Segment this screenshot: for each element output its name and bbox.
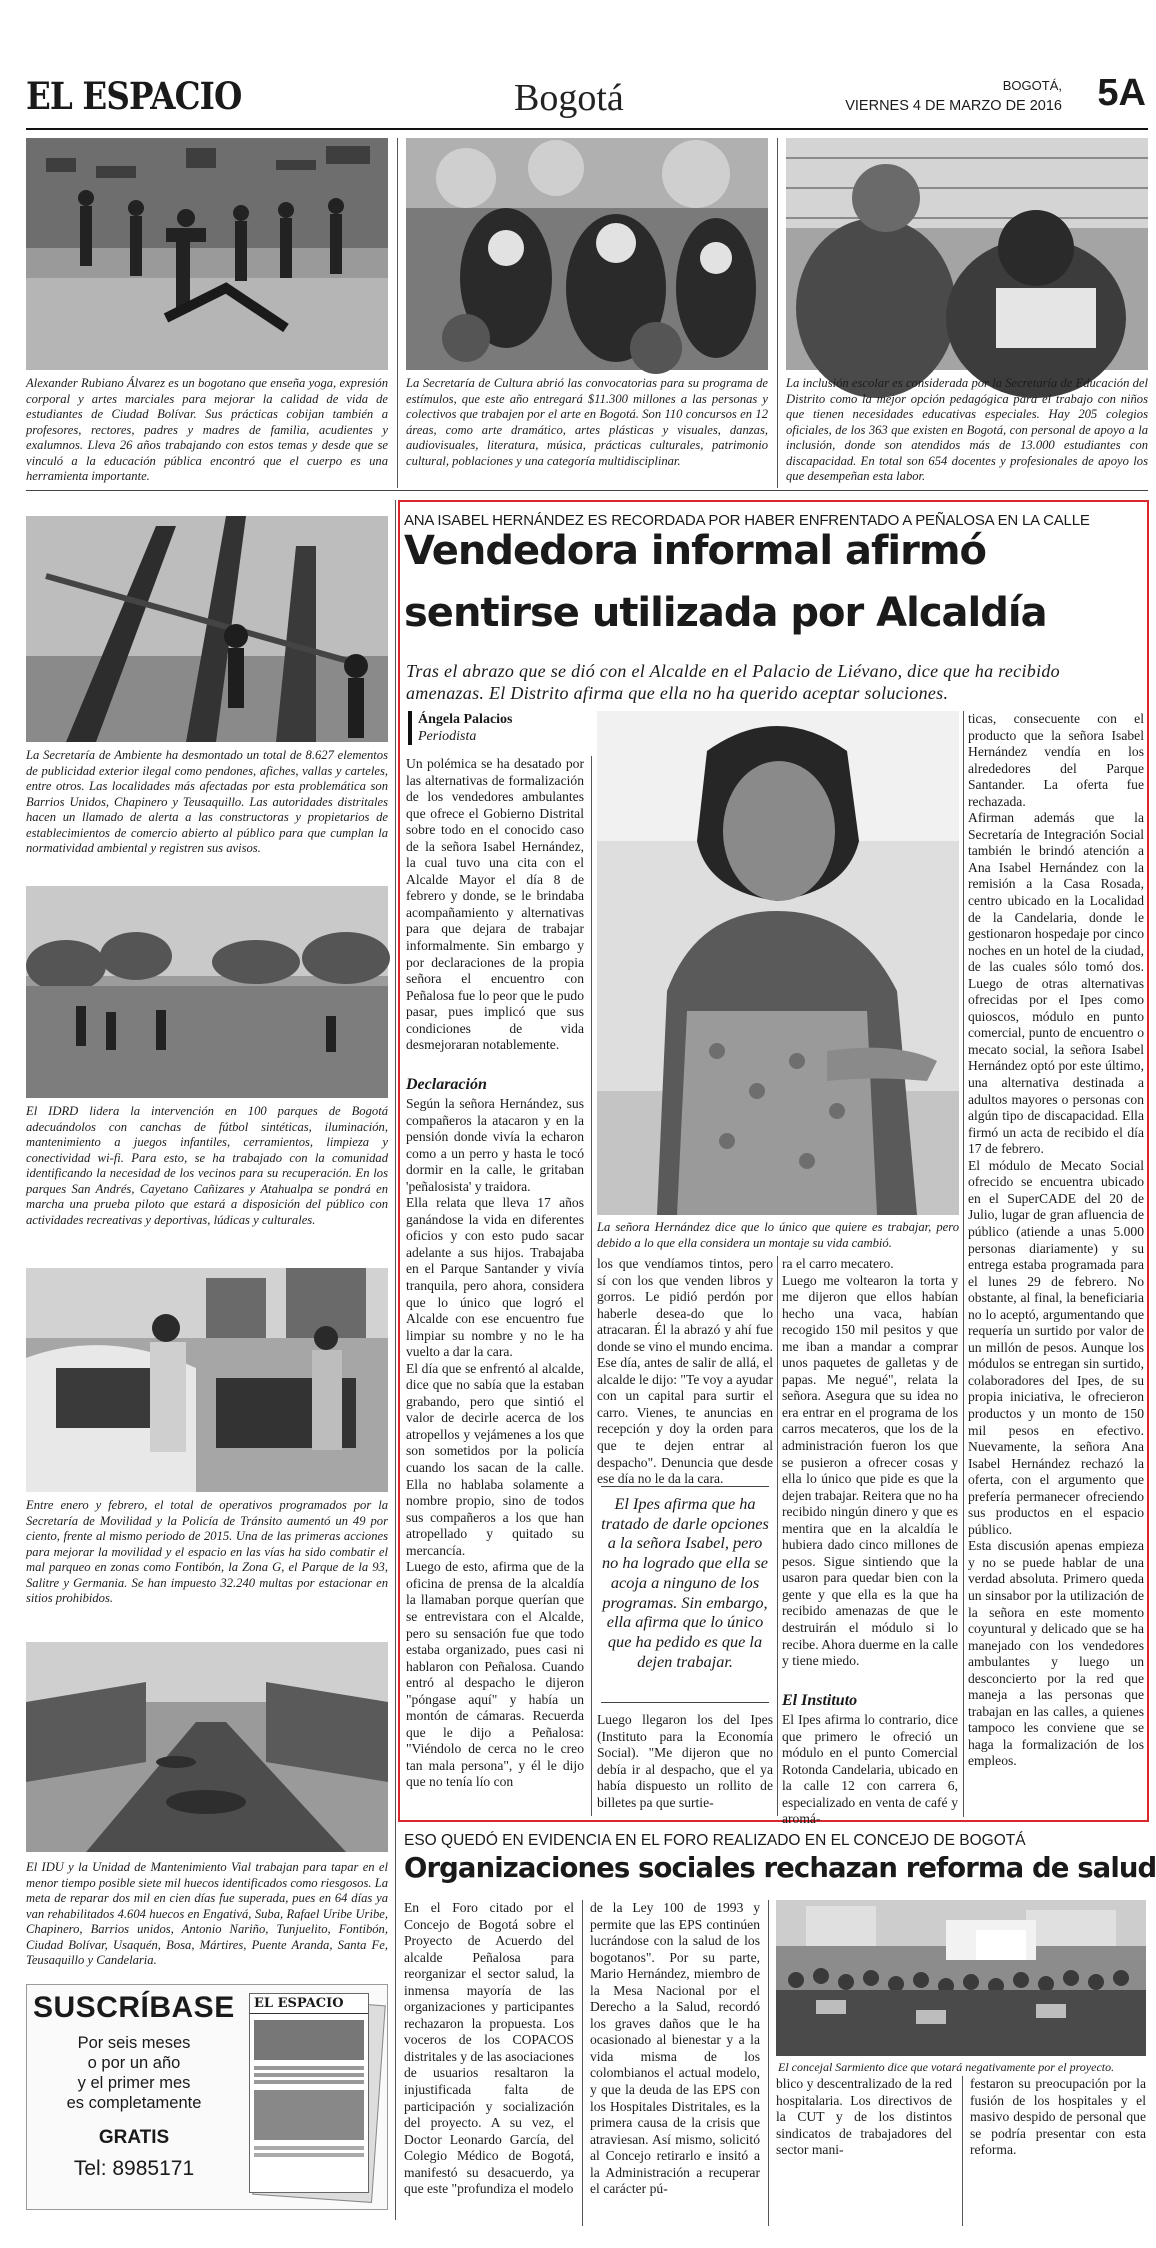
second-col-4: festaron su preocupación por la fusión de los hospitales y el masivo despido de personal que se podría presentar con esta reforma. — [970, 2076, 1146, 2158]
subscription-ad[interactable] — [26, 1984, 388, 2210]
photo-health-protest — [776, 1900, 1146, 2056]
ad-line-1: Por seis meses — [77, 2034, 191, 2052]
caption-potholes: El IDU y la Unidad de Mantenimiento Vial trabajan para tapar en el menor tiempo posible siete mil huecos identificados como riesgosos. La meta de reparar dos mil en cien días fue superada, pues en 64 días ya van rehabilitados 4.604 huecos en Engativá, Suba, Rafael Uribe Uribe, Chapinero, Barrios unidos, Antonio Nariño, Tunjuelito, Fontibón, Ciudad Bolívar, Usaquén, Bosa, Mártires, Puente Aranda, Santa Fe, Teusaquillo y Candelaria. — [26, 1860, 388, 1967]
page-number: 5A — [1097, 72, 1146, 114]
pullquote: El Ipes afirma que ha tratado de darle opciones a la señora Isabel, pero no ha logrado que ella se acoja a ninguno de los programas. Sin embargo, ella afirma que lo único que ha pedido es que la dejen trabajar. — [601, 1494, 769, 1671]
photo-potholes — [26, 1642, 388, 1852]
photo-health-caption: El concejal Sarmiento dice que votará negativamente por el proyecto. — [778, 2060, 1115, 2074]
photo-vendor-caption: La señora Hernández dice que lo único que quiere es trabajar, pero debido a lo que ella considera un montaje su vida cambió. — [597, 1220, 959, 1250]
subhead-declaracion: Declaración — [406, 1076, 487, 1093]
pullquote-rule-bottom — [601, 1702, 769, 1703]
ad-gratis: GRATIS — [98, 2127, 170, 2148]
author-name: Ángela Palacios — [418, 712, 513, 727]
ad-newspaper-stack — [245, 1991, 383, 2203]
byline — [408, 711, 588, 745]
second-kicker: ESO QUEDÓ EN EVIDENCIA EN EL FORO REALIZADO EN EL CONCEJO DE BOGOTÁ — [404, 1832, 1026, 1849]
main-col-1-bottom: Según la señora Hernández, sus compañeros la atacaron y en la pensión donde vivía la echaron como a un perro y hasta le tocó dormir en la calle, le gritaban 'peñalosista' y traidora. Ella relata que lleva 17 años ganándose la vida en diferentes oficios y con esto pudo sacar adelante a sus hijos. Trabajaba en el Parque Santander y vivía tranquila, pero ahora, considera que lo único que logró el Alcalde con ese encuentro fue limpiar su nombre y no le ha vuelto a dar la cara. El día que se enfrentó al alcalde, dice que no sabía que la estaban grabando, pero que sintió el valor de decirle acerca de los atropellos y vejámenes a los que son sometidos por la policía cuando los sacan de la calle. Ella no hablaba solamente a nombre propio, sino de todos sus compañeros a los que han atropellado y quitado su mercancía. Luego de esto, afirma que de la oficina de prensa de la alcaldía la llamaban porque querían que se entrevistara con el Alcalde, pero su sensación fue que todo estaba organizado, pues casi ni hablaron con Peñalosa. Cuando entró al despacho le dijeron "póngase aquí" y había un montón de cámaras. Recuerda que le dijo a Peñalosa: "Viéndolo de cerca no le creo tan mala persona", y él le dijo que no tenía lío con — [406, 1096, 584, 1790]
main-col-2-top: los que vendíamos tintos, pero sí con los que venden libros y gorros. Le pidió perdón por haberle desea-do que lo atracaran. Él la abrazó y ahí fue donde se vino el mundo encima. Ese día, antes de salir de allá, el alcalde le dijo: "Te voy a ayudar con un capital para surtir el carro. Vienes, te anuncias en recepción y doy la orden para que te dejen entrar al despacho". Denuncia que desde ese día no le da la cara. — [597, 1256, 773, 1487]
photo-yoga — [26, 138, 388, 370]
caption-inclusion: La inclusión escolar es considerada por la Secretaría de Educación del Distrito como la mejor opción pedagógica para el trabajo con niños que tienen necesidades educativas especiales. Hay 205 colegios oficiales, de los 363 que existen en Bogotá, con personal de apoyo a la inclusión, donde son atendidos más de 13.000 estudiantes con discapacidad. En total son 654 docentes y profesionales de apoyo los que desempeñan esta labor. — [786, 376, 1148, 483]
second-col-2: de la Ley 100 de 1993 y permite que las EPS continúen lucrándose con la salud de los bogotanos". Por su parte, Mario Hernández, miembro de la Mesa Nacional por el Derecho a la Salud, recordó los graves daños que le ha ocasionado al bienestar y a la vida misma de los colombianos el actual modelo, y que la deuda de las EPS con los Hospitales Distritales, es la primera causa de la crisis que atraviesan. Así mismo, solicitó al Concejo retirarlo e insitó a la Administración a recuperar el carácter pú- — [590, 1900, 760, 2197]
ad-title: SUSCRÍBASE — [33, 1991, 235, 2024]
top-divider-1 — [397, 138, 398, 488]
caption-yoga: Alexander Rubiano Álvarez es un bogotano que enseña yoga, expresión corporal y artes marciales para mejorar la calidad de vida de estudiantes de Ciudad Bolívar. Sus prácticas cobijan también a profesores, rectores, padres y madres de familia, acudientes y exalumnos. Lleva 26 años trabajando con estos temas y desde que se vinculó a la educación pública encontró que el cuerpo es una herramienta importante. — [26, 376, 388, 483]
ad-phone[interactable]: Tel: 8985171 — [73, 2157, 195, 2180]
masthead-rule — [26, 128, 1148, 130]
masthead-date: VIERNES 4 DE MARZO DE 2016 — [845, 98, 1062, 114]
ad-line-3: y el primer mes — [77, 2074, 191, 2092]
main-col-4: ticas, consecuente con el producto que la señora Isabel Hernández vendía en los alrededores del Parque Santander. La oferta fue rechazada. Afirman además que la Secretaría de Integración Social también le brindó atención a Ana Isabel Hernández con la remisión a la Casa Rosada, centro ubicado en la Localidad de la Candelaria, donde le gestionaron hospedaje por cinco noches en un hotel de la ciudad, de las cuales sólo tomó dos. Luego de otras alternativas ofrecidas por el Ipes como quioscos, módulo en punto comercial, punto de encuentro o mecato social, la señora Isabel Hernández optó por este último, una alternativa destinada a adultos mayores o personas con algún tipo de discapacidad. Ella firmó un acta de recibido el día 17 de febrero. El módulo de Mecato Social ofrecido se encuentra ubicado en el SuperCADE del 20 de Julio, lugar de gran afluencia de público (atiende a unas 5.000 personas diariamente) y su entrega estaba programada para el lunes 29 de febrero. No obstante, al final, la beneficiaria no lo aceptó, argumentando que requería un surtido por valor de un millón de pesos. Aunque los módulos se entregan sin surtido, colaboradores del Ipes, de su propia iniciativa, le ofrecieron productos y un monto de 150 mil pesos en efectivo. Nuevamente, la señora Ana Isabel Hernández rechazó la oferta, con el argumento que prefería permanecer ofreciendo sus productos en el espacio público. Esta discusión apenas empieza y no se puede hablar de una verdad absoluta. Primero queda un sinsabor por la utilización de la señora en este momento coyuntural y delicado que se ha manejado con los vendedores ambulantes y luego un desconcierto por la red que maneja a las personas que trabajan en las calles, a quienes tampoco les conviene que se haga la formalización de los empleos. — [968, 711, 1144, 1769]
main-kicker: ANA ISABEL HERNÁNDEZ ES RECORDADA POR HABER ENFRENTADO A PEÑALOSA EN LA CALLE — [404, 512, 1090, 529]
photo-parks — [26, 886, 388, 1098]
second-col-divider-2 — [768, 1900, 769, 2226]
masthead — [26, 70, 1148, 134]
second-headline: Organizaciones sociales rechazan reforma de salud — [404, 1852, 1156, 1884]
photo-school — [786, 138, 1148, 370]
subhead-instituto: El Instituto — [782, 1692, 858, 1709]
main-headline-line-2: sentirse utilizada por Alcaldía — [404, 590, 1047, 636]
main-col-1-top: Un polémica se ha desatado por las alternativas de formalización de los vendedores ambulantes que ofrece el Gobierno Distrital sobre todo en el conocido caso de la señora Isabel Hernández, la cual tuvo una cita con el Alcalde Mayor el día 8 de febrero y donde, se le brindaba acompañamiento y alternativas para que dejara de trabajar informalmente. Sin embargo y por declaraciones de la propia señora el encuentro con Peñalosa fue lo peor que le pudo pasar, pues implicó que sus condiciones de vida desmejoraran notablemente. — [406, 756, 584, 1053]
caption-culture: La Secretaría de Cultura abrió las convocatorias para su programa de estímulos, que este año entregará $11.300 millones a las personas y colectivos que trabajen por el arte en Bogotá. Son 110 concursos en 12 áreas, como arte dramático, artes plásticas y visuales, danzas, audiovisuales, literatura, música, prácticas culturales, patrimonio cultural, poblaciones y una categoría multidisciplinar. — [406, 376, 768, 468]
main-headline-line-1: Vendedora informal afirmó — [404, 528, 986, 574]
second-col-divider-3 — [962, 2076, 963, 2226]
caption-ads-removal: La Secretaría de Ambiente ha desmontado un total de 8.627 elementos de publicidad exterior ilegal como pendones, afiches, vallas y carteles, entre otros. Las localidades más afectadas por esta problemática son Barrios Unidos, Chapinero y Teusaquillo. Las autoridades distritales hacen un llamado de alerta a las constructoras y propietarios de establecimientos de comercio abierto al público para que cumplan la normatividad ambiental y registren sus avisos. — [26, 748, 388, 855]
ad-line-4: es completamente — [66, 2094, 202, 2112]
ad-copy — [27, 2033, 241, 2113]
second-col-divider-1 — [582, 1900, 583, 2226]
main-col-2-bottom: Luego llegaron los del Ipes (Instituto para la Economía Social). "Me dijeron que no debía ir al despacho, que el ya había dispuesto un rollito de billetes pa que surtie- — [597, 1712, 773, 1810]
top-section-rule — [26, 490, 1148, 491]
main-col-divider-2 — [777, 1256, 778, 1816]
main-col-3-bottom: El Ipes afirma lo contrario, dice que primero le ofreció un módulo en el punto Comercial Rotonda Candelaria, ubicado en la calle 12 con carrera 6, especializado en venta de café y aromá- — [782, 1712, 958, 1827]
photo-vendor — [597, 711, 959, 1215]
main-col-divider-3 — [963, 711, 964, 1817]
ad-line-2: o por un año — [87, 2054, 181, 2072]
photo-traffic — [26, 1268, 388, 1492]
top-divider-2 — [777, 138, 778, 488]
main-col-3-top: ra el carro mecatero. Luego me voltearon la torta y me dijeron que ellos habían hecho una vaca, habían recogido 150 mil pesitos y que me iban a mandar a comprar unos paquetes de galletas y de papas. Me negué", relata la señora. Asegura que su idea no era entrar en el programa de los carros mecateros, que los de la administración fueron los que se pusieron a ofrecer cosas y ella lo único que pide es que la dejen trabajar. Reitera que no ha recibido ningún dinero y que es mentira que en la alcaldía le hubiera dado cinco millones de pesos. Sigue sintiendo que la usaron para quedar bien con la gente y que ella es la que ha recibido amenazas de que le destruirán el módulo si lo recibe. Ahora duerme en la calle y tiene miedo. — [782, 1256, 958, 1669]
photo-ads-removal — [26, 516, 388, 742]
main-col-divider-1 — [591, 756, 592, 1816]
second-col-3: blico y descentralizado de la red hospitalaria. Los directivos de la CUT y de los distintos sindicatos de trabajadores del sector mani- — [776, 2076, 952, 2158]
masthead-city: BOGOTÁ, — [1002, 78, 1062, 93]
caption-traffic: Entre enero y febrero, el total de operativos programados por la Secretaría de Movilidad y la Policía de Tránsito aumentó un 49 por ciento, frente al mismo periodo de 2015. Una de las primeras acciones para mejorar la movilidad y el espacio en las vías ha sido combatir el mal parqueo en zonas como Fontibón, la Zona G, el Parque de la 93, Salitre y Germania. Se han impuesto 32.240 multas por estacionar en sitios prohibidos. — [26, 1498, 388, 1605]
main-deck: Tras el abrazo que se dió con el Alcalde en el Palacio de Liévano, dice que ha recibido amenazas. El Distrito afirma que ella no ha querido aceptar soluciones. — [406, 661, 1060, 703]
ad-mini-masthead: EL ESPACIO — [250, 1994, 368, 2014]
author-role: Periodista — [418, 729, 477, 744]
section-name: Bogotá — [514, 77, 624, 119]
paper-name: EL ESPACIO — [26, 74, 242, 118]
sidebar-divider — [395, 500, 396, 2220]
pullquote-rule-top — [601, 1486, 769, 1487]
caption-parks: El IDRD lidera la intervención en 100 parques de Bogotá adecuándolos con canchas de fútbol sintéticas, iluminación, mantenimiento a juegos infantiles, cerramientos, limpieza y conectividad wi-fi. Para esto, se ha trabajado con la comunidad identificando la necesidad de los vecinos para su recuperación. En los parques San Andrés, Cayetano Cañizares y Atahualpa se pondrá en marcha una prueba piloto que estará a disposición del público con actividades recreativas y deportivas, lúdicas y culturales. — [26, 1104, 388, 1227]
second-col-1: En el Foro citado por el Concejo de Bogotá sobre el Proyecto de Acuerdo del alcalde Peñalosa para reorganizar el sector salud, la inmensa mayoría de las organizaciones y participantes rechazaron la propuesta. Los voceros de los COPACOS distritales y de las asociaciones de usuarios resaltaron la injustificada falta de participación y socialización del proyecto. A su vez, el Doctor Leonardo García, del Colegio Médico de Bogotá, manifestó su desacuerdo, ya que este "profundiza el modelo — [404, 1900, 574, 2197]
photo-carnival — [406, 138, 768, 370]
